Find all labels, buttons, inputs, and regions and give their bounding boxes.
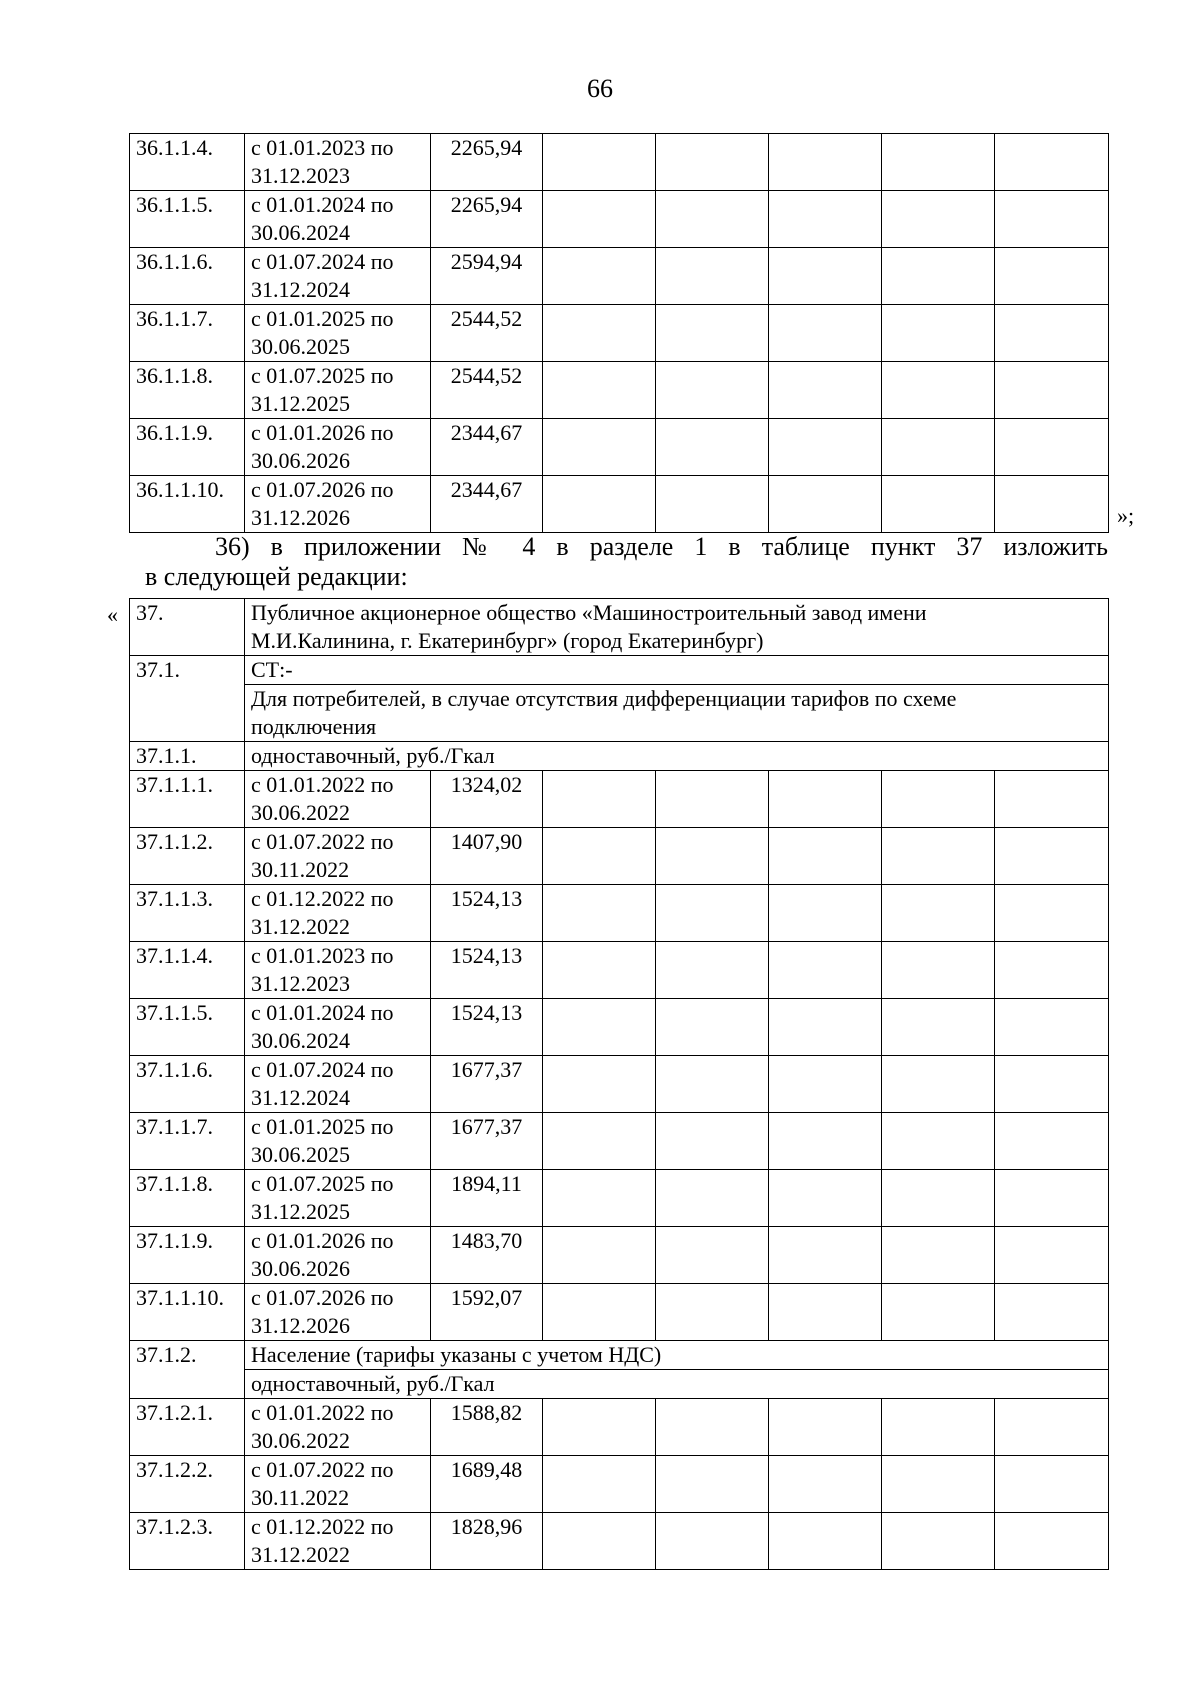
tariff-row (130, 362, 1109, 419)
empty-cell (769, 476, 882, 533)
ct-row-number: 37.1. (130, 656, 245, 742)
period-start: с 01.01.2022 по (251, 772, 394, 797)
population-rate-label: одноставочный, руб./Гкал (245, 1370, 1109, 1399)
empty-cell (769, 305, 882, 362)
empty-cell (995, 1227, 1109, 1284)
tariff-value: 2594,94 (431, 248, 543, 305)
period-end: 31.12.2022 (251, 914, 350, 939)
empty-cell (543, 248, 656, 305)
instruction-line-1: 36) в приложении № 4 в разделе 1 в таблице пункт 37 изложить (215, 532, 1108, 561)
empty-cell (543, 942, 656, 999)
period-end: 30.06.2026 (251, 1256, 350, 1281)
row-number: 37.1.1.6. (130, 1056, 245, 1113)
empty-cell (882, 476, 995, 533)
period (245, 1284, 431, 1341)
empty-cell (656, 305, 769, 362)
empty-cell (882, 1399, 995, 1456)
empty-cell (769, 1284, 882, 1341)
empty-cell (656, 942, 769, 999)
empty-cell (995, 1399, 1109, 1456)
empty-cell (543, 1284, 656, 1341)
row-number: 37.1.1.8. (130, 1170, 245, 1227)
empty-cell (543, 1056, 656, 1113)
tariff-value: 2344,67 (431, 419, 543, 476)
population-row-number: 37.1.2. (130, 1341, 245, 1399)
ct-row (130, 656, 1109, 685)
empty-cell (769, 362, 882, 419)
period (245, 419, 431, 476)
period-end: 31.12.2023 (251, 163, 350, 188)
population-row (130, 1341, 1109, 1370)
empty-cell (995, 942, 1109, 999)
tariff-row (130, 885, 1109, 942)
empty-cell (995, 134, 1109, 191)
period (245, 999, 431, 1056)
period-end: 30.06.2025 (251, 334, 350, 359)
period-start: с 01.07.2022 по (251, 829, 394, 854)
empty-cell (882, 191, 995, 248)
empty-cell (656, 134, 769, 191)
tariff-value: 2344,67 (431, 476, 543, 533)
period (245, 248, 431, 305)
row-number: 36.1.1.4. (130, 134, 245, 191)
tariff-value: 2265,94 (431, 191, 543, 248)
tariff-row (130, 771, 1109, 828)
empty-cell (543, 362, 656, 419)
period-start: с 01.01.2022 по (251, 1400, 394, 1425)
ct-label: СТ:- (245, 656, 1109, 685)
empty-cell (543, 771, 656, 828)
tariff-row (130, 419, 1109, 476)
empty-cell (543, 305, 656, 362)
period (245, 476, 431, 533)
period-start: с 01.07.2025 по (251, 363, 394, 388)
empty-cell (656, 362, 769, 419)
period (245, 885, 431, 942)
empty-cell (656, 1284, 769, 1341)
empty-cell (656, 248, 769, 305)
empty-cell (882, 1056, 995, 1113)
row-number: 37.1.1.10. (130, 1284, 245, 1341)
empty-cell (995, 362, 1109, 419)
empty-cell (769, 1513, 882, 1570)
tariff-row (130, 134, 1109, 191)
period-end: 30.06.2026 (251, 448, 350, 473)
empty-cell (543, 476, 656, 533)
empty-cell (656, 1113, 769, 1170)
empty-cell (882, 1513, 995, 1570)
empty-cell (769, 1113, 882, 1170)
empty-cell (543, 1113, 656, 1170)
consumers-row (130, 685, 1109, 742)
tariff-value: 1483,70 (431, 1227, 543, 1284)
org-row (130, 599, 1109, 656)
row-number: 37.1.2.3. (130, 1513, 245, 1570)
rows-37-1-1 (130, 771, 1109, 1341)
empty-cell (995, 419, 1109, 476)
org-name-line-2: М.И.Калинина, г. Екатеринбург» (город Екатеринбург) (251, 628, 764, 653)
empty-cell (995, 248, 1109, 305)
period-end: 31.12.2024 (251, 277, 350, 302)
tariff-value: 2544,52 (431, 305, 543, 362)
empty-cell (769, 942, 882, 999)
tariff-value: 1592,07 (431, 1284, 543, 1341)
empty-cell (769, 419, 882, 476)
empty-cell (995, 1513, 1109, 1570)
empty-cell (995, 476, 1109, 533)
instruction-line-2: в следующей редакции: (145, 562, 408, 591)
empty-cell (543, 828, 656, 885)
org-row-number: 37. (130, 599, 245, 656)
row-number: 37.1.1.9. (130, 1227, 245, 1284)
empty-cell (769, 1456, 882, 1513)
empty-cell (543, 999, 656, 1056)
empty-cell (769, 999, 882, 1056)
period-end: 30.06.2025 (251, 1142, 350, 1167)
empty-cell (656, 419, 769, 476)
amendment-instruction (145, 532, 1108, 592)
population-rate-row (130, 1370, 1109, 1399)
tariff-value: 1524,13 (431, 942, 543, 999)
empty-cell (995, 1284, 1109, 1341)
period-start: с 01.01.2024 по (251, 1000, 394, 1025)
period (245, 191, 431, 248)
empty-cell (882, 305, 995, 362)
empty-cell (543, 191, 656, 248)
tariff-row (130, 1170, 1109, 1227)
empty-cell (656, 885, 769, 942)
rate-label: одноставочный, руб./Гкал (245, 742, 1109, 771)
period-start: с 01.01.2025 по (251, 306, 394, 331)
period-start: с 01.07.2026 по (251, 477, 394, 502)
tariff-value: 1828,96 (431, 1513, 543, 1570)
tariff-row (130, 1113, 1109, 1170)
tariff-value: 1677,37 (431, 1113, 543, 1170)
tariff-row (130, 191, 1109, 248)
empty-cell (882, 1227, 995, 1284)
empty-cell (995, 305, 1109, 362)
empty-cell (995, 828, 1109, 885)
org-name (245, 599, 1109, 656)
empty-cell (995, 771, 1109, 828)
period (245, 771, 431, 828)
empty-cell (882, 1456, 995, 1513)
empty-cell (543, 134, 656, 191)
row-number: 37.1.2.1. (130, 1399, 245, 1456)
empty-cell (995, 1056, 1109, 1113)
tariff-row (130, 1056, 1109, 1113)
tariff-row (130, 476, 1109, 533)
period-start: с 01.01.2023 по (251, 943, 394, 968)
tariff-table-36-body (130, 134, 1109, 533)
period-start: с 01.01.2025 по (251, 1114, 394, 1139)
empty-cell (543, 1227, 656, 1284)
tariff-value: 1524,13 (431, 999, 543, 1056)
period-start: с 01.01.2026 по (251, 420, 394, 445)
empty-cell (769, 134, 882, 191)
tariff-value: 1588,82 (431, 1399, 543, 1456)
period (245, 1113, 431, 1170)
empty-cell (882, 942, 995, 999)
row-number: 37.1.1.2. (130, 828, 245, 885)
period (245, 362, 431, 419)
row-number: 36.1.1.7. (130, 305, 245, 362)
empty-cell (656, 1513, 769, 1570)
row-number: 37.1.1.7. (130, 1113, 245, 1170)
period-start: с 01.01.2023 по (251, 135, 394, 160)
empty-cell (995, 999, 1109, 1056)
empty-cell (543, 1456, 656, 1513)
row-number: 36.1.1.9. (130, 419, 245, 476)
empty-cell (882, 1113, 995, 1170)
period-start: с 01.12.2022 по (251, 886, 394, 911)
consumers-label (245, 685, 1109, 742)
empty-cell (769, 828, 882, 885)
period-start: с 01.07.2022 по (251, 1457, 394, 1482)
period-end: 31.12.2023 (251, 971, 350, 996)
period (245, 134, 431, 191)
empty-cell (769, 1227, 882, 1284)
empty-cell (995, 1456, 1109, 1513)
period-end: 30.11.2022 (251, 1485, 350, 1510)
tariff-row (130, 1227, 1109, 1284)
tariff-row (130, 1284, 1109, 1341)
period (245, 305, 431, 362)
period-end: 31.12.2022 (251, 1542, 350, 1567)
empty-cell (882, 134, 995, 191)
empty-cell (656, 476, 769, 533)
empty-cell (995, 191, 1109, 248)
period-end: 31.12.2025 (251, 1199, 350, 1224)
empty-cell (656, 1399, 769, 1456)
empty-cell (882, 1284, 995, 1341)
period-end: 31.12.2025 (251, 391, 350, 416)
period (245, 1513, 431, 1570)
period (245, 1056, 431, 1113)
row-number: 36.1.1.8. (130, 362, 245, 419)
empty-cell (995, 885, 1109, 942)
empty-cell (882, 1170, 995, 1227)
tariff-table-37 (129, 598, 1109, 1570)
row-number: 36.1.1.10. (130, 476, 245, 533)
period-end: 31.12.2026 (251, 505, 350, 530)
empty-cell (656, 1227, 769, 1284)
empty-cell (656, 1056, 769, 1113)
tariff-value: 1324,02 (431, 771, 543, 828)
period (245, 828, 431, 885)
tariff-row (130, 1456, 1109, 1513)
empty-cell (882, 362, 995, 419)
consumers-label-line-1: Для потребителей, в случае отсутствия дифференциации тарифов по схеме (251, 686, 957, 711)
rate-row-37-1-1 (130, 742, 1109, 771)
tariff-row (130, 305, 1109, 362)
empty-cell (995, 1113, 1109, 1170)
empty-cell (656, 1456, 769, 1513)
period-start: с 01.07.2024 по (251, 1057, 394, 1082)
row-number: 37.1.1.3. (130, 885, 245, 942)
row-number: 37.1.1.1. (130, 771, 245, 828)
empty-cell (769, 191, 882, 248)
empty-cell (882, 248, 995, 305)
period (245, 942, 431, 999)
period (245, 1399, 431, 1456)
empty-cell (882, 999, 995, 1056)
tariff-value: 1894,11 (431, 1170, 543, 1227)
empty-cell (656, 999, 769, 1056)
row-number: 37.1.2.2. (130, 1456, 245, 1513)
period-end: 30.06.2022 (251, 1428, 350, 1453)
empty-cell (882, 419, 995, 476)
empty-cell (995, 1170, 1109, 1227)
tariff-value: 1677,37 (431, 1056, 543, 1113)
population-label: Население (тарифы указаны с учетом НДС) (245, 1341, 1109, 1370)
period (245, 1170, 431, 1227)
tariff-row (130, 828, 1109, 885)
empty-cell (769, 1170, 882, 1227)
tariff-row (130, 999, 1109, 1056)
empty-cell (656, 191, 769, 248)
row-number: 37.1.1.4. (130, 942, 245, 999)
period (245, 1456, 431, 1513)
tariff-value: 1689,48 (431, 1456, 543, 1513)
empty-cell (543, 419, 656, 476)
empty-cell (769, 885, 882, 942)
empty-cell (656, 1170, 769, 1227)
rows-37-1-2 (130, 1399, 1109, 1570)
period-end: 31.12.2026 (251, 1313, 350, 1338)
empty-cell (656, 828, 769, 885)
empty-cell (882, 828, 995, 885)
empty-cell (769, 1056, 882, 1113)
empty-cell (882, 885, 995, 942)
empty-cell (543, 885, 656, 942)
row-number: 37.1.1.5. (130, 999, 245, 1056)
tariff-value: 1524,13 (431, 885, 543, 942)
period-end: 31.12.2024 (251, 1085, 350, 1110)
tariff-row (130, 1399, 1109, 1456)
row-number: 36.1.1.5. (130, 191, 245, 248)
period-start: с 01.07.2024 по (251, 249, 394, 274)
period (245, 1227, 431, 1284)
tariff-value: 2265,94 (431, 134, 543, 191)
period-start: с 01.07.2026 по (251, 1285, 394, 1310)
empty-cell (656, 771, 769, 828)
tariff-value: 2544,52 (431, 362, 543, 419)
tariff-table-36 (129, 133, 1109, 533)
empty-cell (882, 771, 995, 828)
rate-row-number: 37.1.1. (130, 742, 245, 771)
period-end: 30.06.2024 (251, 1028, 350, 1053)
period-start: с 01.01.2026 по (251, 1228, 394, 1253)
empty-cell (769, 771, 882, 828)
org-name-line-1: Публичное акционерное общество «Машиностроительный завод имени (251, 600, 927, 625)
closing-quote: »; (1117, 503, 1135, 528)
opening-quote: « (107, 602, 118, 627)
empty-cell (769, 248, 882, 305)
empty-cell (543, 1170, 656, 1227)
tariff-row (130, 942, 1109, 999)
row-number: 36.1.1.6. (130, 248, 245, 305)
period-end: 30.11.2022 (251, 857, 350, 882)
consumers-label-line-2: подключения (251, 714, 377, 739)
tariff-row (130, 248, 1109, 305)
period-end: 30.06.2022 (251, 800, 350, 825)
page-number: 66 (587, 74, 613, 103)
empty-cell (769, 1399, 882, 1456)
period-start: с 01.07.2025 по (251, 1171, 394, 1196)
empty-cell (543, 1399, 656, 1456)
tariff-row (130, 1513, 1109, 1570)
period-start: с 01.01.2024 по (251, 192, 394, 217)
period-end: 30.06.2024 (251, 220, 350, 245)
empty-cell (543, 1513, 656, 1570)
period-start: с 01.12.2022 по (251, 1514, 394, 1539)
tariff-value: 1407,90 (431, 828, 543, 885)
